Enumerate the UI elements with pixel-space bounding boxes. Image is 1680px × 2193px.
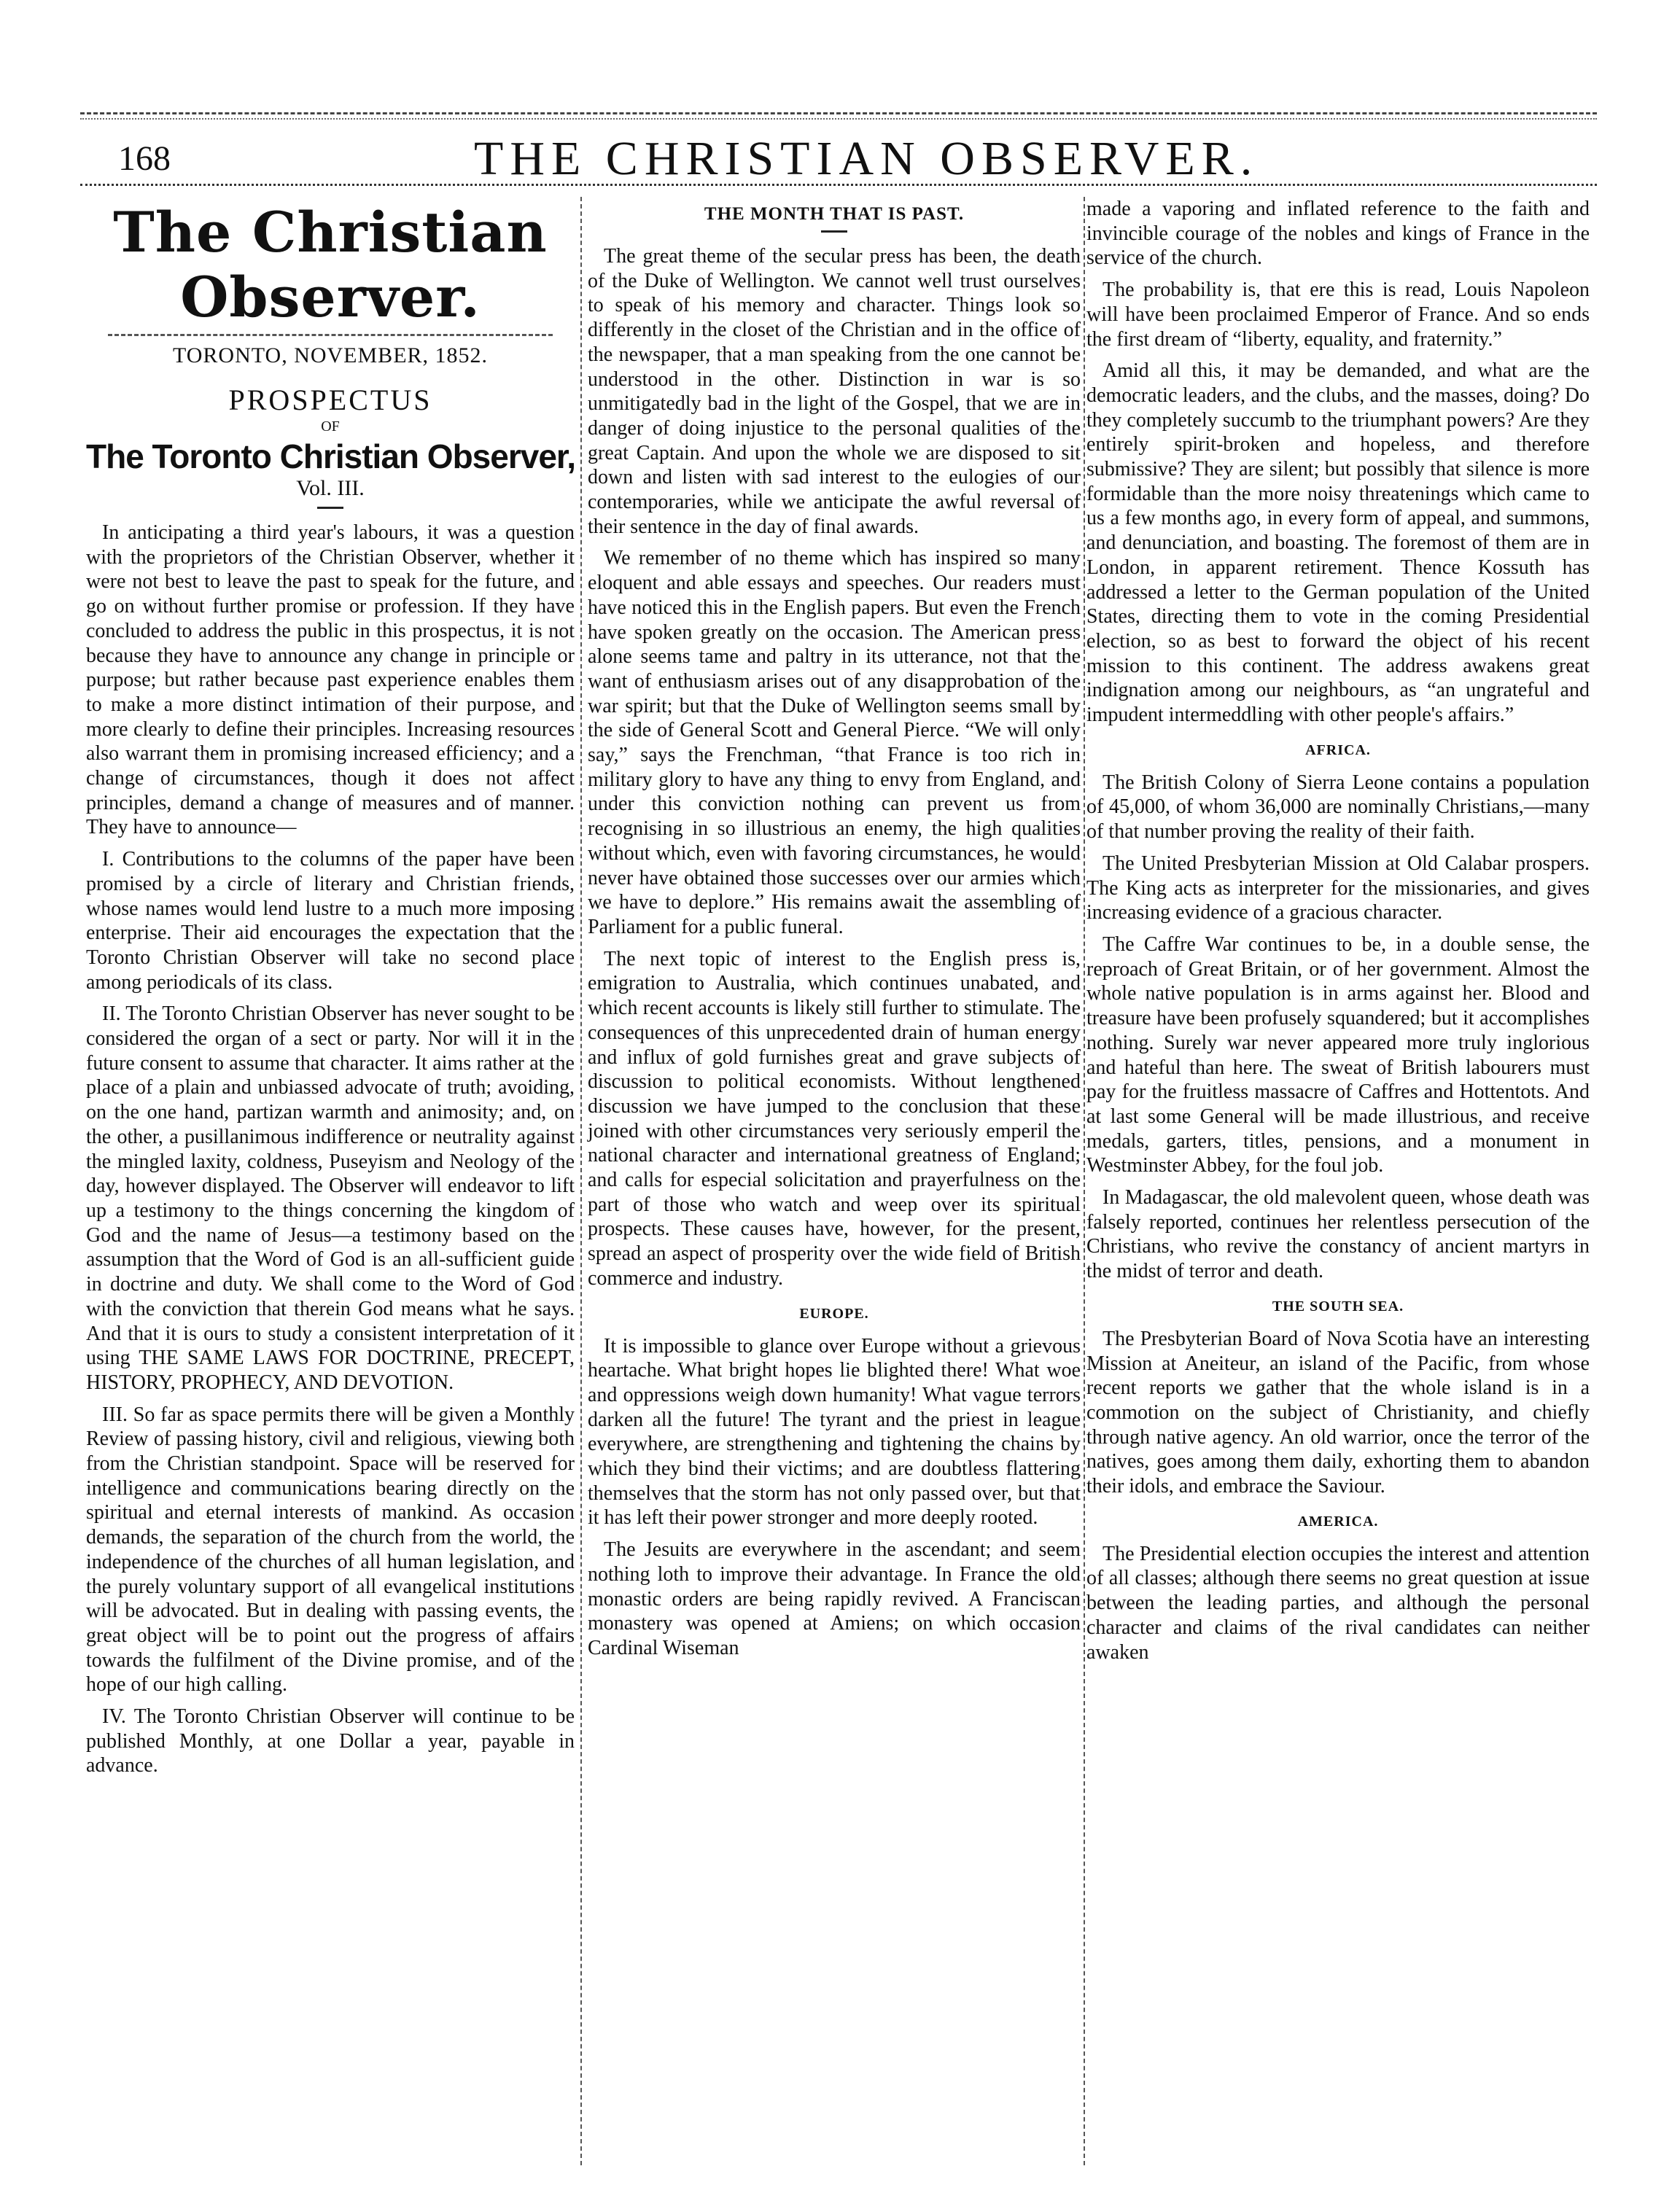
header-rule [80, 184, 1597, 186]
calabar-paragraph: The United Presbyterian Mission at Old Calabar prospers. The King acts as interpreter for the missionaries, and gives increasing evidence of a gracious character. [1086, 852, 1590, 924]
america-heading: AMERICA. [1297, 1513, 1379, 1530]
prospectus-point-4: IV. The Toronto Christian Observer will continue to be published Monthly, at one Dollar a year, payable in advance. [86, 1705, 575, 1777]
masthead: The Christian Observer. [113, 200, 548, 330]
europe-heading: EUROPE. [799, 1305, 869, 1322]
prospectus-point-2: II. The Toronto Christian Observer has never sought to be considered the organ of a sect or party. Nor will it in the future consent to assume that character. It aims rather at the place of a plain and unbiassed advocate of truth; avoiding, on the one hand, partizan warmth and animosity; and, on the other, a pusillanimous indifference or neutrality against the mingled laxity, coldness, Puseyism and Neology of the day, however displayed. The Observer will endeavor to lift up a testimony to the things concerning the kingdom of God and the name of Jesus—a testimony based on the assumption that the Word of God is an all-sufficient guide in doctrine and duty. We shall come to the Word of God with the conviction that therein God means what he says. And that it is ours to study a consistent interpretation of it using THE SAME LAWS FOR DOCTRINE, PRECEPT, HISTORY, PROPHECY, AND DEVOTION. [86, 1002, 575, 1394]
top-dashed-line [80, 112, 1597, 114]
month-section-title: THE MONTH THAT IS PAST. [704, 204, 965, 224]
australia-paragraph: The next topic of interest to the English press is, emigration to Australia, which continues unabated, and which recent accounts is likely still further to stimulate. The consequences of this unprecedented drain of human energy and influx of gold furnishes great and grave subjects of discussion to political economists. Without lengthened discussion we have jumped to the conclusion that these joined with other circumstances very seriously emperil the national character and international greatness of England; and calls for especial solicitation and prayerfulness on the part of those who watch and weep over its spiritual prospects. These causes have, however, for the present, spread an aspect of prosperity over the wide field of British commerce and industry. [588, 947, 1081, 1290]
volume-label: Vol. III. [296, 476, 365, 500]
short-rule [317, 507, 343, 509]
column-1 [86, 197, 575, 1785]
continued-paragraph: made a vaporing and inflated reference to the faith and invincible courage of the nobles and kings of France in the service of the church. [1086, 198, 1590, 270]
column-separator-2 [1084, 197, 1085, 2165]
paper-name-heading: The Toronto Christian Observer, [86, 437, 576, 475]
prospectus-intro-paragraph: In anticipating a third year's labours, it was a question with the proprietors of the Christian Observer, whether it were not best to leave the past to speak for the future, and go on without further promise or profession. If they have concluded to address the public in this prospectus, it is not because they have to announce any change in principle or purpose; but rather because past experience enables them to make a more distinct intimation of their purpose, and more clearly to define their principles. Increasing resources also warrant them in promising increased efficiency; and a change of circumstances, though it does not affect principles, demand a change of measures and of manner. They have to announce— [86, 521, 575, 839]
column-2 [588, 197, 1081, 1668]
top-ornament-rule [80, 109, 1597, 125]
page-number: 168 [118, 139, 171, 178]
sierra-leone-paragraph: The British Colony of Sierra Leone contains a population of 45,000, of whom 36,000 are nominally Christians,—many of that number proving the reality of their faith. [1086, 771, 1590, 844]
masthead-rule [108, 334, 553, 336]
column-separator-1 [580, 197, 582, 2165]
south-sea-heading: THE SOUTH SEA. [1272, 1298, 1404, 1314]
dateline: TORONTO, NOVEMBER, 1852. [172, 343, 489, 367]
running-head: THE CHRISTIAN OBSERVER. [474, 132, 1259, 185]
short-rule [821, 230, 847, 233]
prospectus-point-1: I. Contributions to the columns of the paper have been promised by a circle of literary and Christian friends, whose names would lend lustre to a much more imposing enterprise. Their aid encourages the expectation that the Toronto Christian Observer will take no second place among periodicals of its class. [86, 848, 575, 994]
jesuits-paragraph: The Jesuits are everywhere in the ascendant; and seem nothing loth to improve their advantage. In France the old monastic orders are being rapidly revived. A Franciscan monastery was opened at Amiens; on which occasion Cardinal Wiseman [588, 1538, 1081, 1659]
presidential-election-paragraph: The Presidential election occupies the interest and attention of all classes; although there seems no great question at issue between the leading parties, and although the personal character and claims of the rival candidates can neither awaken [1086, 1542, 1590, 1664]
of-label: OF [321, 418, 340, 435]
prospectus-point-3: III. So far as space permits there will be given a Monthly Review of passing history, civil and religious, viewing both from the Christian standpoint. Space will be reserved for intelligence and communications bearing directly on the spiritual and eternal interests of mankind. As occasion demands, the separation of the church from the world, the independence of the churches of all human legislation, and the purely voluntary support of all evangelical institutions will be advocated. But in dealing with passing events, the great object will be to point out the progress of affairs towards the fulfilment of the Divine promise, and of the hope of our high calling. [86, 1403, 575, 1697]
column-3 [1086, 197, 1590, 1672]
wellington-paragraph: The great theme of the secular press has been, the death of the Duke of Wellington. We cannot well trust ourselves to speak of his memory and character. Things look so differently in the closet of the Christian and in the office of the newspaper, that a man speaking from the one cannot be understood in the other. Distinction in war is so unmitigatedly bad in the light of the Gospel, that we are in danger of doing injustice to the personal qualities of the great Captain. And upon the whole we are disposed to sit down and listen with sad interest to the eulogies of our contemporaries, while we anticipate the awful reversal of their sentence in the day of final awards. [588, 245, 1081, 538]
napoleon-paragraph: The probability is, that ere this is read, Louis Napoleon will have been proclaimed Emperor of France. And so ends the first dream of “liberty, equality, and fraternity.” [1086, 278, 1590, 351]
africa-heading: AFRICA. [1305, 741, 1371, 758]
top-dotted-line [80, 118, 1597, 120]
press-paragraph: We remember of no theme which has inspired so many eloquent and able essays and speeches. Our readers must have noticed this in the English papers. But even the French have spoken greatly on the occasion. The American press alone seems tame and paltry in its utterance, not that the want of enthusiasm arises out of any disapprobation of the war spirit; but that the Duke of Wellington seems small by the side of General Scott and General Pierce. “We will only say,” says the Frenchman, “that France is too rich in military glory to have any thing to envy from England, and under this conviction nothing can prevent us from recognising in so illustrious an enemy, the high qualities without which, even with favoring circumstances, he would never have obtained those successes over our armies which we have to deplore.” His remains await the assembling of Parliament for a public funeral. [588, 547, 1081, 938]
democratic-leaders-paragraph: Amid all this, it may be demanded, and what are the democratic leaders, and the clubs, and the masses, doing? Do they completely succumb to the triumphant powers? Are they entirely spirit-broken and hopeless, and therefore submissive? They are silent; but possibly that silence is more formidable than the more noisy threatenings which came to us a few months ago, in every form of appeal, and summons, and denunciation, and boasting. The foremost of them are in London, in apparent retirement. Thence Kossuth has addressed a letter to the German population of the United States, directing them to vote in the coming Presidential election, so as best to forward the object of his recent mission to this continent. The address awakens great indignation among our neighbours, as “an ungrateful and impudent intermeddling with other people's affairs.” [1086, 359, 1590, 727]
nova-scotia-paragraph: The Presbyterian Board of Nova Scotia have an interesting Mission at Aneiteur, an island of the Pacific, from whose recent reports we gather that the whole island is in a commotion on the subject of Christianity, and chiefly through native agency. An old warrior, once the terror of the natives, goes among them daily, exhorting them to abandon their idols, and embrace the Saviour. [1086, 1327, 1590, 1498]
caffre-war-paragraph: The Caffre War continues to be, in a double sense, the reproach of Great Britain, or of her government. Almost the whole native population is in arms against her. Blood and treasure have been profusely squandered; but it accomplishes nothing. Surely war never appeared more truly inglorious and hateful than here. The sweat of British labourers must pay for the fruitless massacre of Caffres and Hottentots. And at last some General will be made illustrious, and receive medals, garters, titles, pensions, and a monument in Westminster Abbey, for the foul job. [1086, 932, 1590, 1177]
page-header [80, 130, 1597, 188]
europe-paragraph: It is impossible to glance over Europe without a grievous heartache. What bright hopes lie blighted there! What woe and oppressions weigh down humanity! What vague terrors darken all the future! The tyrant and the priest in league everywhere, are strengthening and tightening the chains by which they bind their victims; and are doubtless flattering themselves that the storm has not only passed over, but that it has left their power stronger and more deeply rooted. [588, 1334, 1081, 1530]
madagascar-paragraph: In Madagascar, the old malevolent queen, whose death was falsely reported, continues her relentless persecution of the Christians, who revive the constancy of ancient martyrs in the midst of terror and death. [1086, 1186, 1590, 1283]
prospectus-title: PROSPECTUS [228, 383, 432, 416]
